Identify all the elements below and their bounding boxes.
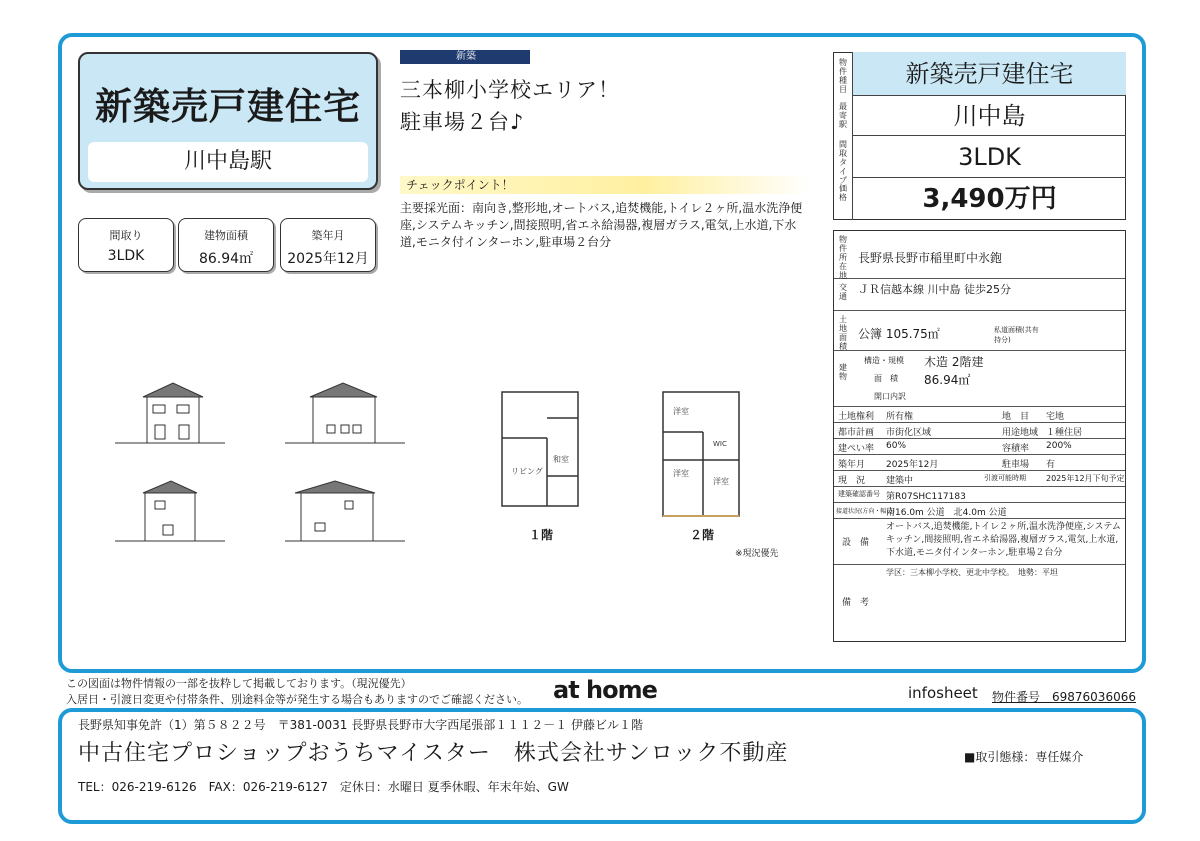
spec-value: 3LDK [107,248,145,264]
station-value: 川中島 [953,102,1026,130]
row-value: 200% [1046,441,1072,451]
station-label: 最寄駅 [839,102,847,129]
row-value: １種住居 [1046,428,1083,438]
value-layout [853,136,1126,178]
title-box [78,52,378,190]
right-info-panel [833,52,1126,642]
athome-logo: at home [553,676,657,704]
row-1 [834,407,1125,423]
footer-note-2: 入居日・引渡日変更や付帯条件、別途料金等が発生する場合もありますのでご確認ください。 [66,693,528,706]
row-value: 所有権 [886,412,914,422]
row-label: 土地権利 [838,412,875,422]
headline-line1: 三本柳小学校エリア！ [400,78,620,102]
value-type [853,52,1126,96]
value-price [853,178,1126,220]
headline-line2: 駐車場２台♪ [400,110,525,134]
row-address [834,231,1125,279]
row-3 [834,439,1125,455]
row-label: 現 況 [838,476,866,486]
spec-label: 築年月 [311,229,345,242]
transport-value: ＪＲ信越本線 川中島 徒歩25分 [858,283,1011,296]
confirm-value: 第R07SHC117183 [886,492,966,502]
private-road-label: 私道面積(共有持分) [994,326,1039,344]
infosheet-label: infosheet [908,684,978,702]
row-value: 有 [1046,460,1056,470]
floor1-label: １階 [529,528,554,542]
value-station [853,96,1126,136]
row-label: 都市計画 [838,428,875,438]
type-value: 新築売戸建住宅 [905,60,1074,88]
spec-built [280,218,376,272]
road-value: 南16.0m 公道 北4.0m 公道 [886,508,1007,518]
floor-area-label: 面 積 [874,374,898,383]
spec-value: 86.94㎡ [198,251,254,267]
floor2-label: ２階 [690,528,715,542]
room-yoshitsu-3: 洋室 [713,477,729,486]
row-building [834,351,1125,407]
transport-label: 交通 [839,283,847,301]
row-value: 市街化区域 [886,428,932,438]
layout-value: 3LDK [958,143,1021,171]
current-status-note: ※現況優先 [735,549,779,559]
row-label: 容積率 [1002,444,1030,454]
checkpoint-text: 主要採光面：南向き,整形地,オートバス,追焚機能,トイレ２ヶ所,温水洗浄便座,システムキッチン,間接照明,省エネ給湯器,複層ガラス,電気,上水道,下水道,モニタ付インターホン,駐車場２台分 [400,201,803,249]
transaction-type: ■取引態様：専任媒介 [964,750,1084,764]
info-table [833,230,1126,642]
row-label: 地 目 [1002,412,1030,422]
property-title: 新築売戸建住宅 [95,85,361,128]
elevation-drawings [105,375,425,575]
row-label: 建ぺい率 [838,444,875,454]
confirm-label: 建築確認番号 [838,490,880,498]
new-tag: 新築 [400,50,530,64]
row-transport [834,279,1125,311]
road-label: 接道状況(方向・幅員) [836,508,895,515]
checkpoint-title: チェックポイント！ [400,176,810,194]
spec-area [178,218,274,272]
spec-label: 建物面積 [204,229,248,242]
row-label: 駐車場 [1002,460,1030,470]
row-value: 宅地 [1046,412,1065,422]
layout-label: 間取タイプ [839,140,847,185]
floor-area-value: 86.94㎡ [924,373,971,387]
type-label: 物件種目 [839,58,847,94]
remarks-value: 学区：三本柳小学校、更北中学校。 地勢：平坦 [886,568,1058,577]
floor-plan-2f [655,388,745,518]
opening-label: 開口内訳 [874,392,906,401]
room-living: リビング [511,467,543,476]
row-value: 2025年12月 [886,460,939,470]
row-confirm [834,487,1125,503]
spec-value: 2025年12月 [287,251,369,267]
row-remarks [834,565,1125,641]
address-value: 長野県長野市稲里町中氷鉋 [858,251,1003,265]
remarks-label: 備 考 [842,598,870,608]
company-contact: TEL：026-219-6126 FAX：026-219-6127 定休日：水曜日 夏季休暇、年末年始、GW [78,780,569,794]
equip-label: 設 備 [842,538,870,548]
row-label: 用途地域 [1002,428,1039,438]
footer-note-1: この図面は物件情報の一部を抜粋して掲載しております。（現況優先） [66,677,412,690]
row-road [834,503,1125,519]
room-yoshitsu-1: 洋室 [673,407,689,416]
row-label: 引渡可能時期 [984,474,1026,482]
spec-label: 間取り [109,229,143,242]
row-value: 建築中 [886,476,914,486]
structure-label: 構造・規模 [864,356,904,365]
row-value: 2025年12月下旬予定 [1046,474,1125,483]
company-name: 中古住宅プロショップおうちマイスター 株式会社サンロック不動産 [78,741,789,766]
row-4 [834,455,1125,471]
room-washitsu: 和室 [553,455,569,464]
land-area-label: 土地面積 [839,315,847,351]
room-yoshitsu-2: 洋室 [673,469,689,478]
company-license: 長野県知事免許（1）第５８２２号 〒381-0031 長野県長野市大字西尾張部１１１２－１ 伊藤ビル１階 [78,718,644,732]
station-name: 川中島駅 [88,142,368,182]
building-label: 建物 [839,363,847,381]
price-label: 価格 [839,184,847,202]
footer-notes [66,676,528,708]
row-equipment [834,519,1125,565]
row-label: 築年月 [838,460,866,470]
price-value: 3,490万円 [922,184,1057,214]
row-2 [834,423,1125,439]
row-5 [834,471,1125,487]
room-wic: WIC [713,440,727,448]
address-label: 物件所在地 [839,235,847,280]
spec-layout [78,218,174,272]
structure-value: 木造 2階建 [924,355,984,369]
equip-value: オートバス,追焚機能,トイレ２ヶ所,温水洗浄便座,システムキッチン,間接照明,省エネ給湯器,複層ガラス,電気,上水道,下水道,モニタ付インターホン,駐車場２台分 [886,522,1121,558]
property-number: 物件番号 69876036066 [992,690,1136,704]
row-value: 60% [886,441,907,451]
floor-plan-1f [497,388,587,518]
headline [400,74,620,138]
land-area-value: 公簿 105.75㎡ [858,327,940,341]
row-land-area [834,311,1125,351]
